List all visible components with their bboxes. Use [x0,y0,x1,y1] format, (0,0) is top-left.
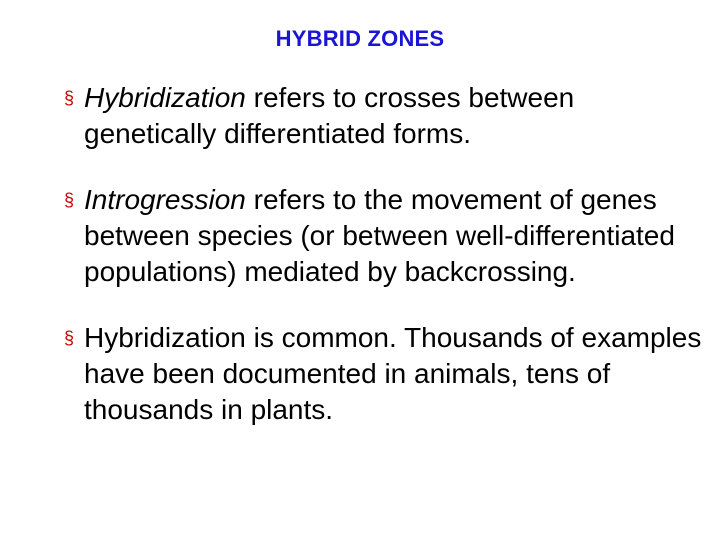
bullet-item-common [64,320,704,428]
bullet-text: refers to crosses between genetically differentiated forms. [84,82,575,149]
bullet-text: refers to the movement of genes between species (or between well-differentiated populations) mediated by backcrossing. [84,184,675,287]
bullet-text: Hybridization is common. Thousands of examples have been documented in animals, tens of thousands in plants. [84,322,702,425]
slide-title: HYBRID ZONES [275,26,445,51]
bullet-term: Introgression [84,184,246,215]
bullet-marker-icon: § [64,88,75,108]
bullet-marker-icon: § [64,328,75,348]
bullet-item-introgression [64,182,704,290]
bullet-term: Hybridization [84,82,246,113]
bullet-marker-icon: § [64,190,75,210]
bullet-item-hybridization [64,80,704,152]
bullet-list [64,80,704,458]
